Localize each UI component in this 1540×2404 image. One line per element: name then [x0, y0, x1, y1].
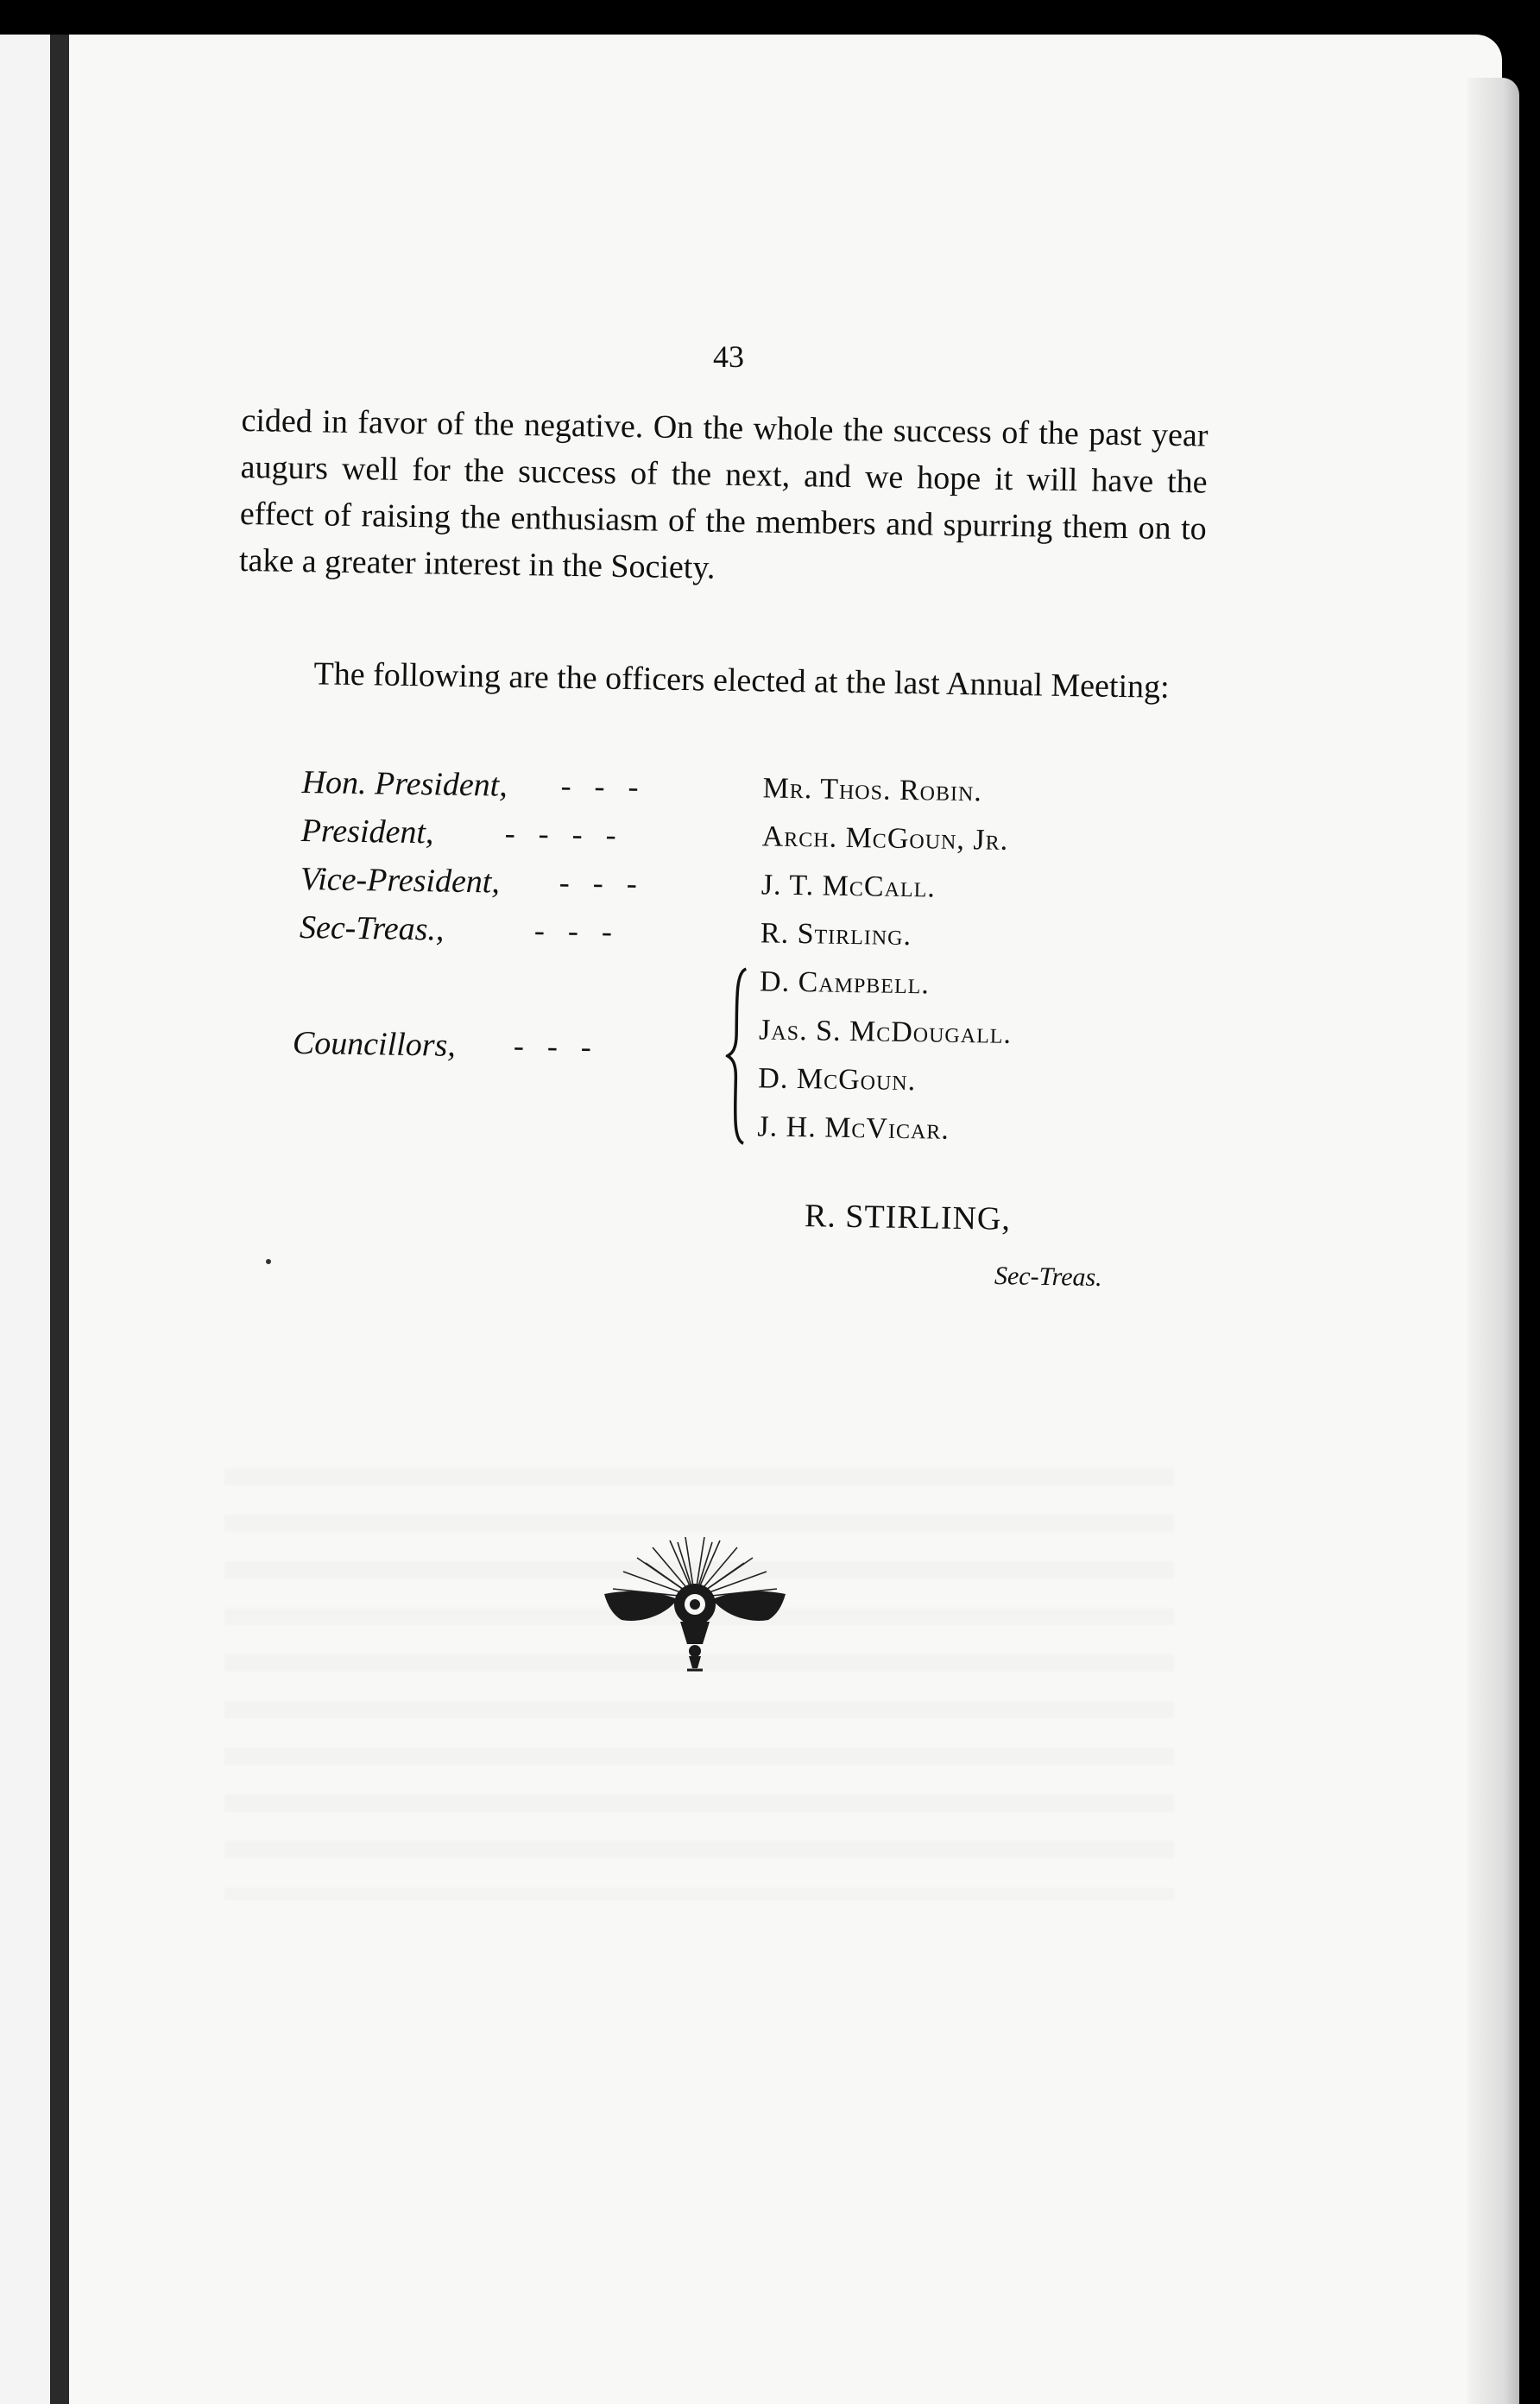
leader-dashes: - - - - — [504, 815, 617, 852]
officers-list — [292, 763, 1131, 1156]
officer-title: Hon. President, — [301, 763, 508, 804]
officer-name: R. Stirling. — [760, 917, 912, 952]
page-number: 43 — [713, 339, 744, 374]
councillor-name: Jas. S. McDougall. — [758, 1014, 1013, 1050]
councillor-name: D. Campbell. — [759, 965, 931, 1001]
signature-name: R. STIRLING, — [804, 1198, 1012, 1237]
officer-name: J. T. McCall. — [761, 869, 937, 904]
paragraph-officers-intro: The following are the officers elected at the last Annual Meeting: — [313, 655, 1170, 705]
brace-icon — [724, 965, 753, 1147]
leader-dashes: - - - — [559, 864, 638, 902]
councillor-name: J. H. McVicar. — [757, 1110, 950, 1146]
officer-title: Vice-President, — [300, 860, 501, 901]
ink-speck — [266, 1259, 271, 1264]
councillor-name: D. McGoun. — [758, 1062, 917, 1098]
officer-title: Sec-Treas., — [299, 908, 445, 948]
leader-dashes: - - - — [533, 913, 613, 949]
bleed-through-shadow — [224, 1468, 1174, 1900]
page-gutter — [50, 35, 69, 2404]
paragraph-closing: cided in favor of the negative. On the whole the success of the past year augurs well for the success of the next, and we hope it will have the effect of raising the enthusiasm of the members and spurring them on to take a greater interest in the Society. — [238, 402, 1209, 586]
signature-title: Sec-Treas. — [994, 1262, 1102, 1292]
officer-name: Arch. McGoun, Jr. — [761, 820, 1009, 857]
leader-dashes: - - - — [560, 768, 639, 805]
page-edge-shadow — [1467, 78, 1519, 2404]
councillors-title: Councillors, — [292, 1024, 457, 1064]
sunburst-ornament-icon — [596, 1537, 794, 1684]
facing-page-edge — [0, 35, 52, 2404]
page-sheet — [69, 35, 1502, 2404]
leader-dashes: - - - — [513, 1028, 592, 1065]
officer-title: President, — [300, 812, 434, 851]
officer-name: Mr. Thos. Robin. — [762, 772, 983, 808]
